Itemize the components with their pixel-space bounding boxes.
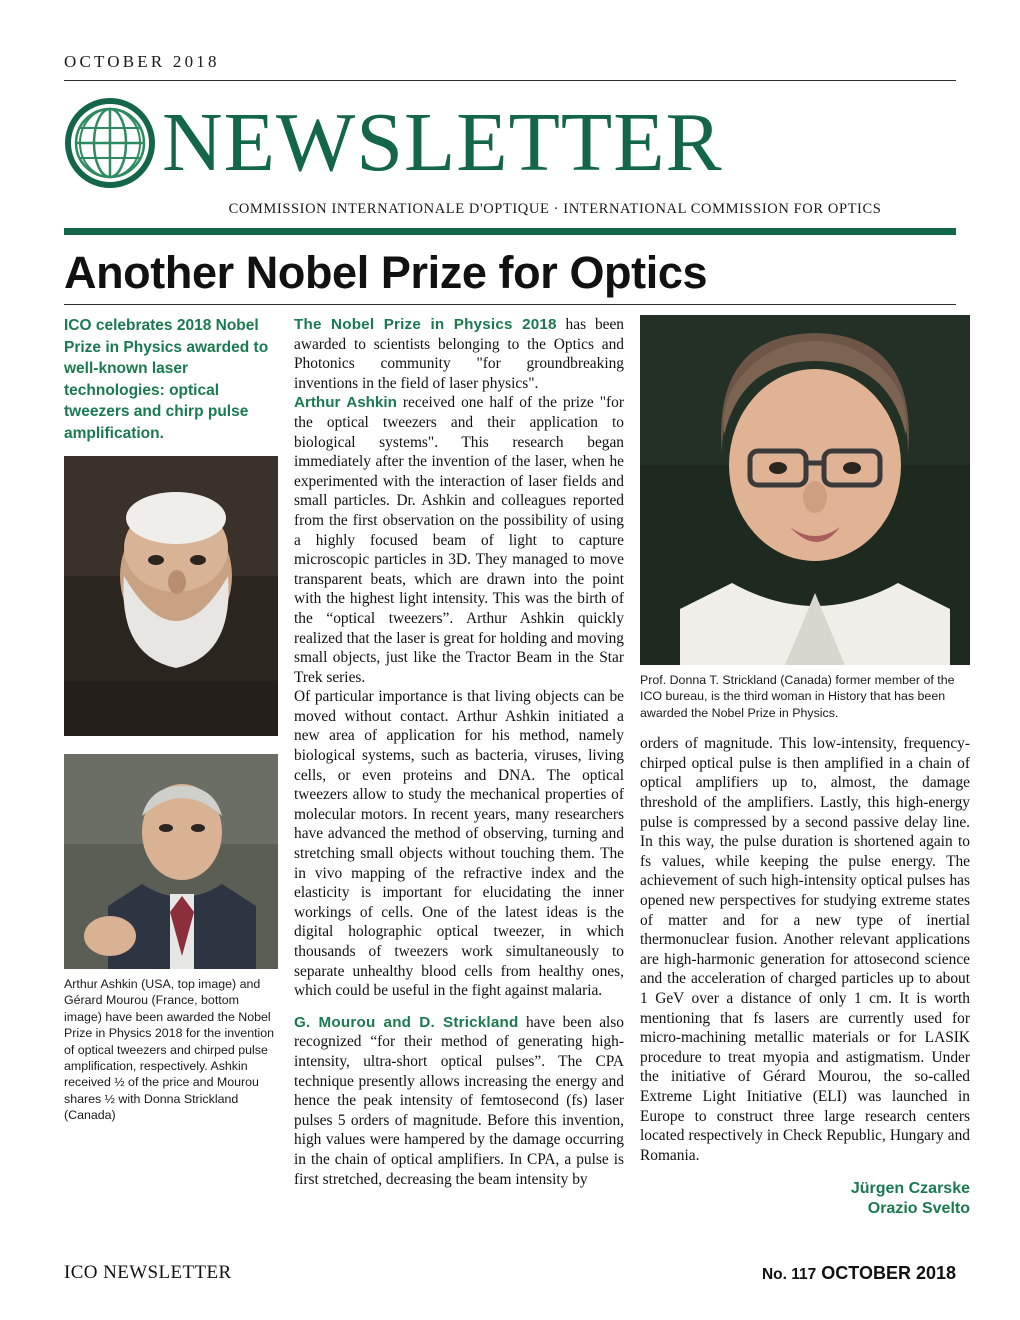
paragraph-2	[294, 393, 624, 687]
footer-publication-name: ICO NEWSLETTER	[64, 1262, 232, 1283]
footer-issue	[762, 1263, 956, 1284]
issue-date: OCTOBER 2018	[64, 52, 220, 71]
page-footer	[64, 1262, 956, 1284]
caption-right-photo: Prof. Donna T. Strickland (Canada) former member of the ICO bureau, is the third woman in History that has been awarded the Nobel Prize in Physics.	[640, 673, 955, 720]
newsletter-title: NEWSLETTER	[162, 96, 723, 189]
article-columns	[64, 315, 970, 1219]
paragraph-2-text: received one half of the prize "for the optical tweezers and their application to biological systems". This research began immediately after the invention of the laser, when he experimented with the interaction of laser fields and small particles. Dr. Ashkin and colleagues reported from the first observation on the possibility of using a highly focused beam of light to capture microscopic particles in 3D. They managed to move transparent beats, which are drawn into the point with the highest light intensity. This was the birth of the “optical tweezers”. Arthur Ashkin quickly realized that the laser is great for holding and moving small objects, just like the Tractor Beam in the Star Trek series.	[294, 394, 624, 686]
article-body-right	[640, 734, 970, 1165]
paragraph-1-lead: The Nobel Prize in Physics 2018	[294, 316, 557, 333]
article-body-middle	[294, 315, 624, 1189]
signature-line-2: Orazio Svelto	[867, 1200, 970, 1218]
photo-donna-strickland	[640, 315, 970, 665]
masthead	[64, 95, 956, 191]
paragraph-5: orders of magnitude. This low-intensity, frequency-chirped optical pulse is then amplified in a chain of optical amplifiers up to, almost, the damage threshold of the amplifiers. Lastly, this high-energy pulse is compressed by a second passive delay line. In this way, the pulse duration is shortened again to fs values, while keeping the pulse energy. The achievement of such high-intensity optical pulses has opened new perspectives for studying extreme states of matter and for a new type of inertial thermonuclear fusion. Another relevant applications are high-harmonic generation for attosecond science and the acceleration of charged particles up to about 1 GeV over a distance of only 1 cm. It is worth mentioning that fs lasers are currently used for micro-machining metallic materials or for LASIK procedure to treat myopia and astigmatism. Under the initiative of Gérard Mourou, the so-called Extreme Light Initiative (ELI) was launched in Europe to construct three large research centers located respectively in Check Republic, Hungary and Romania.	[640, 735, 970, 1164]
article-signature	[640, 1179, 970, 1219]
masthead-divider	[64, 228, 956, 235]
caption-left-photo: Arthur Ashkin (USA, top image) and Gérard Mourou (France, bottom image) have been awarded the Nobel Prize in Physics 2018 for the invention of optical tweezers and chirped pulse amplification, respectively. Ashkin received ½ of the price and Mourou shares ½ with Donna Strickland (Canada)	[64, 977, 275, 1123]
photo-arthur-ashkin	[64, 456, 278, 736]
photo-gerard-mourou	[64, 754, 278, 969]
page-title: Another Nobel Prize for Optics	[64, 247, 708, 298]
paragraph-2-lead: Arthur Ashkin	[294, 394, 397, 412]
footer-issue-number: No. 117	[761, 1266, 817, 1283]
globe-icon	[64, 97, 156, 189]
paragraph-1-text: has been awarded to scientists belonging to the Optics and Photonics community "for groundbreaking inventions in the field of laser physics".	[294, 316, 625, 392]
footer-issue-date: OCTOBER 2018	[821, 1263, 956, 1283]
headline-divider	[64, 304, 956, 305]
signature-line-1: Jürgen Czarske	[850, 1180, 970, 1198]
top-divider	[64, 80, 956, 81]
paragraph-1	[294, 315, 624, 393]
paragraph-4-text: have been also recognized “for their method of generating high-intensity, ultra-short optical pulses”. The CPA technique presently allows increasing the energy and hence the peak intensity of femtosecond (fs) laser pulses 5 orders of magnitude. Before this invention, high values were hampered by the damage occurring in the chain of optical amplifiers. In CPA, a pulse is first stretched, decreasing the beam intensity by	[294, 1013, 624, 1188]
masthead-subtitle: COMMISSION INTERNATIONALE D'OPTIQUE · INTERNATIONAL COMMISSION FOR OPTICS	[228, 201, 882, 217]
paragraph-4-lead: G. Mourou and D. Strickland	[294, 1013, 519, 1031]
paragraph-3: Of particular importance is that living objects can be moved without contact. Arthur Ashkin initiated a new area of application for his method, namely biological systems, such as bacteria, viruses, living cells, or even proteins and DNA. The optical tweezers allow to study the mechanical properties of molecular motors. In recent years, many researchers have advanced the method of observing, turning and stretching small objects without touching them. The in vivo mapping of the refractive index and the elasticity is important for elucidating the inner workings of cells. One of the latest ideas is the digital holographic optical tweezer, in which thousands of tweezers work simultaneously to separate unhealthy blood cells from healthy ones, which could be useful in the fight against malaria.	[294, 688, 624, 1000]
left-column	[64, 315, 278, 1219]
paragraph-4	[294, 1013, 624, 1189]
middle-column	[294, 315, 624, 1219]
right-column	[640, 315, 970, 1219]
lede-paragraph: ICO celebrates 2018 Nobel Prize in Physics awarded to well-known laser technologies: optical tweezers and chirp pulse amplification.	[64, 317, 269, 442]
